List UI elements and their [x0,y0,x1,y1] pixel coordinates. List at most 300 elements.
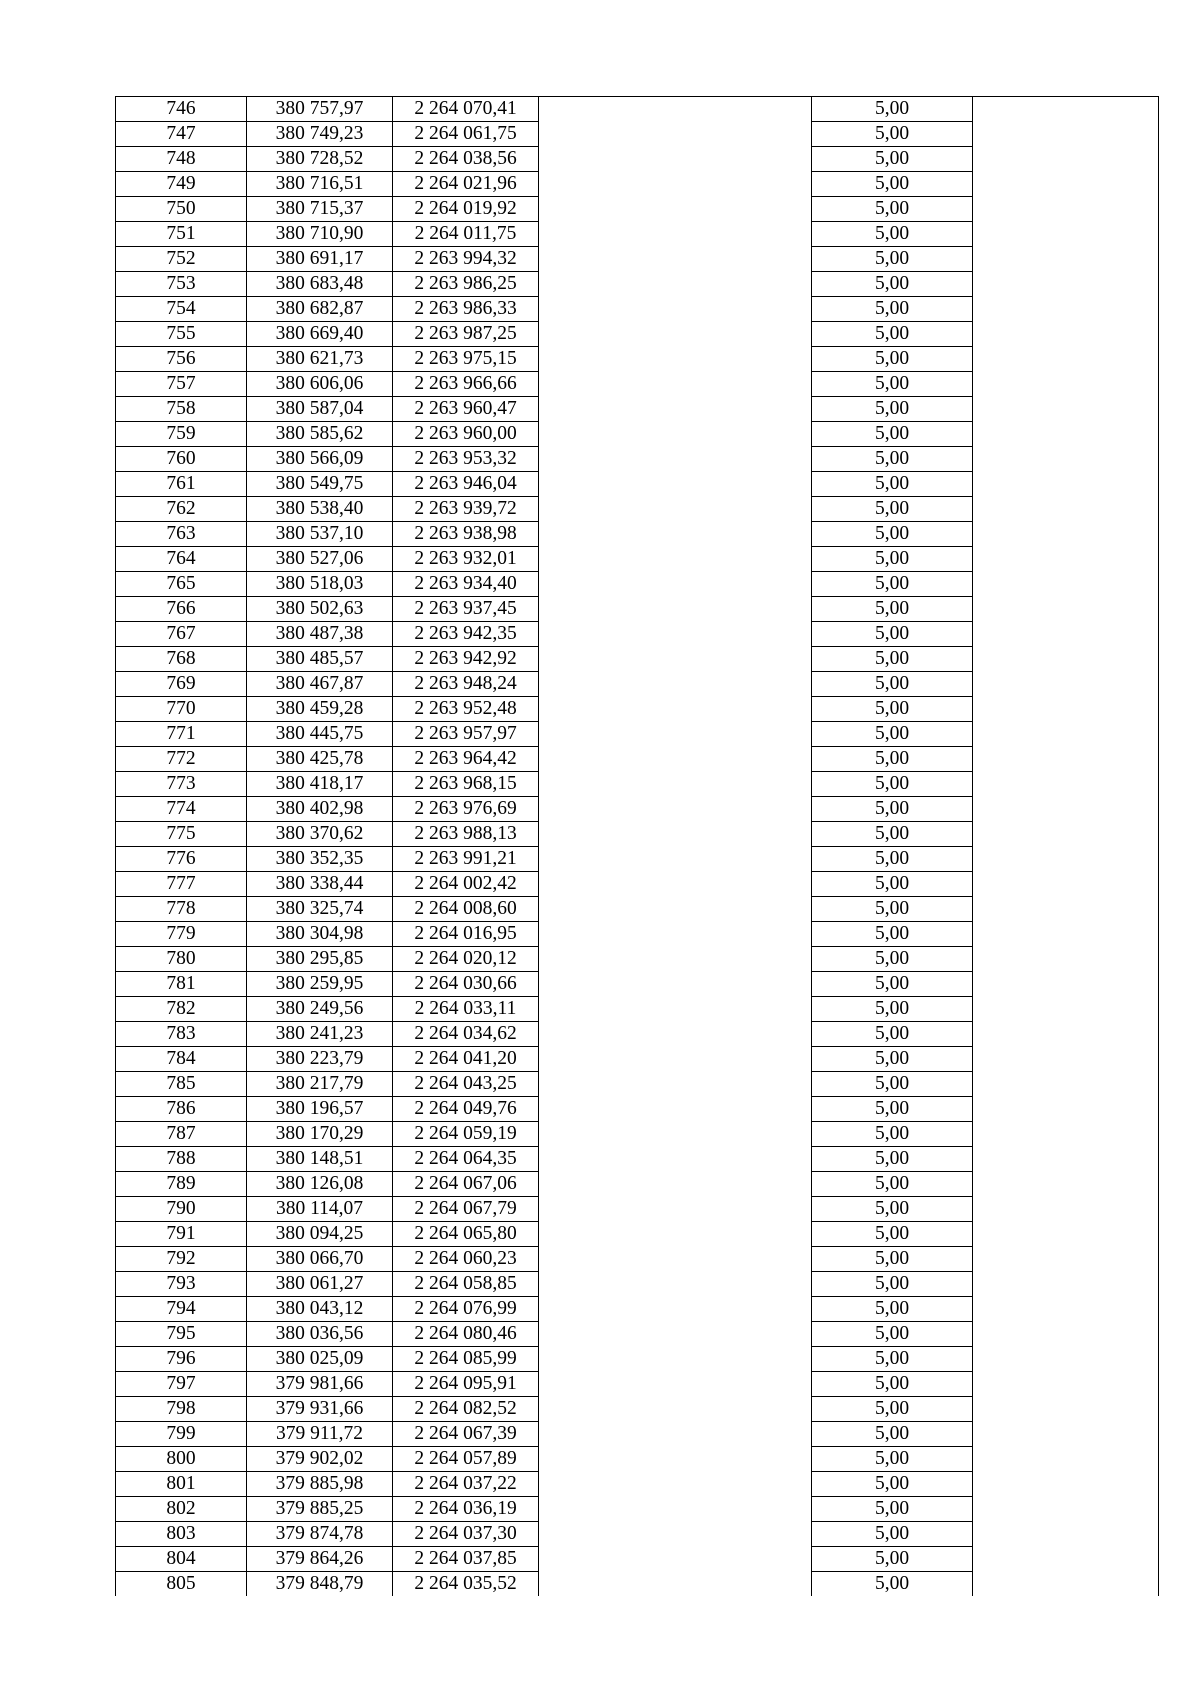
empty-cell [973,397,1159,422]
y-coordinate-cell: 2 264 041,20 [393,1047,539,1072]
empty-cell [539,1322,812,1347]
accuracy-cell: 5,00 [812,672,973,697]
y-coordinate-cell: 2 263 939,72 [393,497,539,522]
x-coordinate-cell: 380 585,62 [247,422,393,447]
empty-cell [539,472,812,497]
empty-cell [973,422,1159,447]
empty-cell [539,372,812,397]
y-coordinate-cell: 2 264 035,52 [393,1572,539,1597]
y-coordinate-cell: 2 264 043,25 [393,1072,539,1097]
y-coordinate-cell: 2 263 994,32 [393,247,539,272]
y-coordinate-cell: 2 263 948,24 [393,672,539,697]
table-row [116,747,1159,772]
x-coordinate-cell: 380 036,56 [247,1322,393,1347]
y-coordinate-cell: 2 264 080,46 [393,1322,539,1347]
y-coordinate-cell: 2 264 036,19 [393,1497,539,1522]
empty-cell [539,1072,812,1097]
x-coordinate-cell: 380 259,95 [247,972,393,997]
accuracy-cell: 5,00 [812,1247,973,1272]
accuracy-cell: 5,00 [812,472,973,497]
accuracy-cell: 5,00 [812,247,973,272]
accuracy-cell: 5,00 [812,572,973,597]
x-coordinate-cell: 380 467,87 [247,672,393,697]
accuracy-cell: 5,00 [812,322,973,347]
empty-cell [539,447,812,472]
coordinates-table-body [116,97,1159,1597]
x-coordinate-cell: 380 716,51 [247,172,393,197]
empty-cell [539,872,812,897]
empty-cell [973,747,1159,772]
y-coordinate-cell: 2 264 085,99 [393,1347,539,1372]
empty-cell [539,1297,812,1322]
y-coordinate-cell: 2 264 058,85 [393,1272,539,1297]
accuracy-cell: 5,00 [812,197,973,222]
accuracy-cell: 5,00 [812,1347,973,1372]
y-coordinate-cell: 2 264 070,41 [393,97,539,122]
point-number-cell: 791 [116,1222,247,1247]
empty-cell [973,247,1159,272]
empty-cell [973,847,1159,872]
table-row [116,1022,1159,1047]
table-row [116,722,1159,747]
accuracy-cell: 5,00 [812,447,973,472]
point-number-cell: 767 [116,622,247,647]
x-coordinate-cell: 380 606,06 [247,372,393,397]
empty-cell [973,1022,1159,1047]
empty-cell [539,772,812,797]
accuracy-cell: 5,00 [812,347,973,372]
table-row [116,472,1159,497]
y-coordinate-cell: 2 264 065,80 [393,1222,539,1247]
table-row [116,322,1159,347]
y-coordinate-cell: 2 264 067,79 [393,1197,539,1222]
empty-cell [973,772,1159,797]
table-row [116,1472,1159,1497]
empty-cell [973,922,1159,947]
x-coordinate-cell: 380 061,27 [247,1272,393,1297]
y-coordinate-cell: 2 264 011,75 [393,222,539,247]
table-row [116,272,1159,297]
table-row [116,1272,1159,1297]
point-number-cell: 765 [116,572,247,597]
point-number-cell: 746 [116,97,247,122]
empty-cell [973,1347,1159,1372]
empty-cell [539,972,812,997]
x-coordinate-cell: 380 527,06 [247,547,393,572]
table-row [116,822,1159,847]
empty-cell [539,122,812,147]
point-number-cell: 781 [116,972,247,997]
point-number-cell: 750 [116,197,247,222]
empty-cell [539,1372,812,1397]
accuracy-cell: 5,00 [812,1447,973,1472]
empty-cell [539,222,812,247]
empty-cell [539,997,812,1022]
table-row [116,997,1159,1022]
empty-cell [973,197,1159,222]
empty-cell [539,597,812,622]
x-coordinate-cell: 380 170,29 [247,1122,393,1147]
point-number-cell: 761 [116,472,247,497]
table-row [116,372,1159,397]
point-number-cell: 788 [116,1147,247,1172]
accuracy-cell: 5,00 [812,1047,973,1072]
empty-cell [973,1222,1159,1247]
y-coordinate-cell: 2 264 059,19 [393,1122,539,1147]
point-number-cell: 773 [116,772,247,797]
empty-cell [973,222,1159,247]
y-coordinate-cell: 2 263 953,32 [393,447,539,472]
table-row [116,1547,1159,1572]
y-coordinate-cell: 2 263 946,04 [393,472,539,497]
accuracy-cell: 5,00 [812,697,973,722]
empty-cell [539,672,812,697]
table-row [116,1047,1159,1072]
x-coordinate-cell: 380 352,35 [247,847,393,872]
table-row [116,672,1159,697]
y-coordinate-cell: 2 263 937,45 [393,597,539,622]
x-coordinate-cell: 380 549,75 [247,472,393,497]
empty-cell [539,547,812,572]
y-coordinate-cell: 2 264 037,85 [393,1547,539,1572]
accuracy-cell: 5,00 [812,122,973,147]
x-coordinate-cell: 380 148,51 [247,1147,393,1172]
y-coordinate-cell: 2 263 975,15 [393,347,539,372]
y-coordinate-cell: 2 263 932,01 [393,547,539,572]
point-number-cell: 771 [116,722,247,747]
point-number-cell: 801 [116,1472,247,1497]
table-row [116,847,1159,872]
point-number-cell: 766 [116,597,247,622]
empty-cell [539,1097,812,1122]
table-row [116,1247,1159,1272]
y-coordinate-cell: 2 263 968,15 [393,772,539,797]
empty-cell [539,397,812,422]
x-coordinate-cell: 380 537,10 [247,522,393,547]
table-row [116,1322,1159,1347]
point-number-cell: 762 [116,497,247,522]
accuracy-cell: 5,00 [812,1372,973,1397]
y-coordinate-cell: 2 264 060,23 [393,1247,539,1272]
table-row [116,1072,1159,1097]
empty-cell [539,422,812,447]
accuracy-cell: 5,00 [812,1222,973,1247]
y-coordinate-cell: 2 263 934,40 [393,572,539,597]
empty-cell [539,1522,812,1547]
table-row [116,1397,1159,1422]
y-coordinate-cell: 2 264 076,99 [393,1297,539,1322]
accuracy-cell: 5,00 [812,822,973,847]
y-coordinate-cell: 2 264 033,11 [393,997,539,1022]
point-number-cell: 793 [116,1272,247,1297]
accuracy-cell: 5,00 [812,1322,973,1347]
table-row [116,447,1159,472]
point-number-cell: 785 [116,1072,247,1097]
table-row [116,1122,1159,1147]
y-coordinate-cell: 2 264 019,92 [393,197,539,222]
accuracy-cell: 5,00 [812,1272,973,1297]
point-number-cell: 776 [116,847,247,872]
y-coordinate-cell: 2 264 002,42 [393,872,539,897]
empty-cell [539,1572,812,1597]
table-row [116,772,1159,797]
x-coordinate-cell: 379 848,79 [247,1572,393,1597]
empty-cell [973,472,1159,497]
point-number-cell: 780 [116,947,247,972]
y-coordinate-cell: 2 264 095,91 [393,1372,539,1397]
table-row [116,622,1159,647]
x-coordinate-cell: 380 370,62 [247,822,393,847]
y-coordinate-cell: 2 263 938,98 [393,522,539,547]
table-row [116,522,1159,547]
empty-cell [539,1347,812,1372]
point-number-cell: 759 [116,422,247,447]
point-number-cell: 777 [116,872,247,897]
table-row [116,1222,1159,1247]
accuracy-cell: 5,00 [812,1497,973,1522]
point-number-cell: 751 [116,222,247,247]
table-row [116,197,1159,222]
x-coordinate-cell: 380 241,23 [247,1022,393,1047]
accuracy-cell: 5,00 [812,797,973,822]
empty-cell [539,172,812,197]
empty-cell [973,172,1159,197]
empty-cell [539,347,812,372]
y-coordinate-cell: 2 263 986,25 [393,272,539,297]
y-coordinate-cell: 2 264 049,76 [393,1097,539,1122]
x-coordinate-cell: 380 304,98 [247,922,393,947]
table-row [116,1447,1159,1472]
table-row [116,897,1159,922]
empty-cell [539,1497,812,1522]
empty-cell [539,522,812,547]
x-coordinate-cell: 380 025,09 [247,1347,393,1372]
x-coordinate-cell: 380 485,57 [247,647,393,672]
table-row [116,1172,1159,1197]
table-row [116,1497,1159,1522]
table-row [116,1572,1159,1597]
accuracy-cell: 5,00 [812,1172,973,1197]
empty-cell [973,372,1159,397]
empty-cell [539,1122,812,1147]
point-number-cell: 756 [116,347,247,372]
table-row [116,422,1159,447]
x-coordinate-cell: 380 114,07 [247,1197,393,1222]
empty-cell [973,272,1159,297]
empty-cell [539,1472,812,1497]
accuracy-cell: 5,00 [812,172,973,197]
x-coordinate-cell: 380 066,70 [247,1247,393,1272]
empty-cell [973,297,1159,322]
point-number-cell: 754 [116,297,247,322]
empty-cell [539,147,812,172]
empty-cell [539,497,812,522]
y-coordinate-cell: 2 263 976,69 [393,797,539,822]
empty-cell [973,997,1159,1022]
x-coordinate-cell: 380 538,40 [247,497,393,522]
table-row [116,597,1159,622]
point-number-cell: 783 [116,1022,247,1047]
empty-cell [973,1497,1159,1522]
table-row [116,547,1159,572]
accuracy-cell: 5,00 [812,622,973,647]
point-number-cell: 768 [116,647,247,672]
x-coordinate-cell: 380 223,79 [247,1047,393,1072]
point-number-cell: 802 [116,1497,247,1522]
empty-cell [539,722,812,747]
table-row [116,1097,1159,1122]
empty-cell [973,1072,1159,1097]
accuracy-cell: 5,00 [812,1072,973,1097]
accuracy-cell: 5,00 [812,222,973,247]
y-coordinate-cell: 2 264 020,12 [393,947,539,972]
table-row [116,1422,1159,1447]
accuracy-cell: 5,00 [812,1572,973,1597]
point-number-cell: 790 [116,1197,247,1222]
accuracy-cell: 5,00 [812,747,973,772]
empty-cell [539,697,812,722]
empty-cell [539,897,812,922]
empty-cell [973,497,1159,522]
empty-cell [539,1547,812,1572]
empty-cell [539,1172,812,1197]
y-coordinate-cell: 2 263 966,66 [393,372,539,397]
x-coordinate-cell: 380 402,98 [247,797,393,822]
point-number-cell: 757 [116,372,247,397]
empty-cell [539,747,812,772]
x-coordinate-cell: 380 459,28 [247,697,393,722]
table-row [116,397,1159,422]
table-row [116,797,1159,822]
point-number-cell: 747 [116,122,247,147]
x-coordinate-cell: 380 749,23 [247,122,393,147]
x-coordinate-cell: 380 669,40 [247,322,393,347]
accuracy-cell: 5,00 [812,997,973,1022]
empty-cell [973,672,1159,697]
empty-cell [539,947,812,972]
empty-cell [973,1522,1159,1547]
point-number-cell: 755 [116,322,247,347]
point-number-cell: 784 [116,1047,247,1072]
empty-cell [539,97,812,122]
empty-cell [973,1097,1159,1122]
accuracy-cell: 5,00 [812,547,973,572]
table-row [116,947,1159,972]
accuracy-cell: 5,00 [812,1197,973,1222]
point-number-cell: 752 [116,247,247,272]
x-coordinate-cell: 380 566,09 [247,447,393,472]
empty-cell [973,797,1159,822]
empty-cell [539,647,812,672]
empty-cell [973,872,1159,897]
x-coordinate-cell: 380 487,38 [247,622,393,647]
point-number-cell: 792 [116,1247,247,1272]
empty-cell [973,1247,1159,1272]
empty-cell [539,1397,812,1422]
table-row [116,572,1159,597]
y-coordinate-cell: 2 264 061,75 [393,122,539,147]
x-coordinate-cell: 380 710,90 [247,222,393,247]
y-coordinate-cell: 2 264 082,52 [393,1397,539,1422]
point-number-cell: 778 [116,897,247,922]
table-row [116,1347,1159,1372]
empty-cell [539,1422,812,1447]
empty-cell [539,1147,812,1172]
x-coordinate-cell: 380 445,75 [247,722,393,747]
table-row [116,1372,1159,1397]
empty-cell [973,597,1159,622]
empty-cell [539,322,812,347]
x-coordinate-cell: 380 621,73 [247,347,393,372]
accuracy-cell: 5,00 [812,722,973,747]
y-coordinate-cell: 2 263 988,13 [393,822,539,847]
empty-cell [973,1547,1159,1572]
accuracy-cell: 5,00 [812,1397,973,1422]
x-coordinate-cell: 379 911,72 [247,1422,393,1447]
accuracy-cell: 5,00 [812,1522,973,1547]
empty-cell [973,1297,1159,1322]
empty-cell [973,147,1159,172]
accuracy-cell: 5,00 [812,1122,973,1147]
accuracy-cell: 5,00 [812,1547,973,1572]
x-coordinate-cell: 380 338,44 [247,872,393,897]
y-coordinate-cell: 2 264 037,22 [393,1472,539,1497]
accuracy-cell: 5,00 [812,147,973,172]
x-coordinate-cell: 380 043,12 [247,1297,393,1322]
x-coordinate-cell: 380 691,17 [247,247,393,272]
point-number-cell: 772 [116,747,247,772]
accuracy-cell: 5,00 [812,847,973,872]
empty-cell [973,697,1159,722]
x-coordinate-cell: 379 931,66 [247,1397,393,1422]
point-number-cell: 803 [116,1522,247,1547]
empty-cell [973,1397,1159,1422]
y-coordinate-cell: 2 264 021,96 [393,172,539,197]
x-coordinate-cell: 379 885,25 [247,1497,393,1522]
empty-cell [973,622,1159,647]
empty-cell [973,1272,1159,1297]
empty-cell [973,1447,1159,1472]
empty-cell [539,622,812,647]
x-coordinate-cell: 379 981,66 [247,1372,393,1397]
point-number-cell: 786 [116,1097,247,1122]
empty-cell [973,647,1159,672]
table-row [116,1297,1159,1322]
point-number-cell: 748 [116,147,247,172]
accuracy-cell: 5,00 [812,922,973,947]
y-coordinate-cell: 2 264 008,60 [393,897,539,922]
empty-cell [973,947,1159,972]
accuracy-cell: 5,00 [812,597,973,622]
table-row [116,647,1159,672]
empty-cell [539,297,812,322]
table-row [116,347,1159,372]
x-coordinate-cell: 380 728,52 [247,147,393,172]
accuracy-cell: 5,00 [812,297,973,322]
point-number-cell: 804 [116,1547,247,1572]
y-coordinate-cell: 2 263 986,33 [393,297,539,322]
point-number-cell: 769 [116,672,247,697]
accuracy-cell: 5,00 [812,497,973,522]
point-number-cell: 787 [116,1122,247,1147]
empty-cell [973,1172,1159,1197]
empty-cell [973,322,1159,347]
accuracy-cell: 5,00 [812,872,973,897]
point-number-cell: 764 [116,547,247,572]
y-coordinate-cell: 2 263 964,42 [393,747,539,772]
point-number-cell: 805 [116,1572,247,1597]
point-number-cell: 796 [116,1347,247,1372]
